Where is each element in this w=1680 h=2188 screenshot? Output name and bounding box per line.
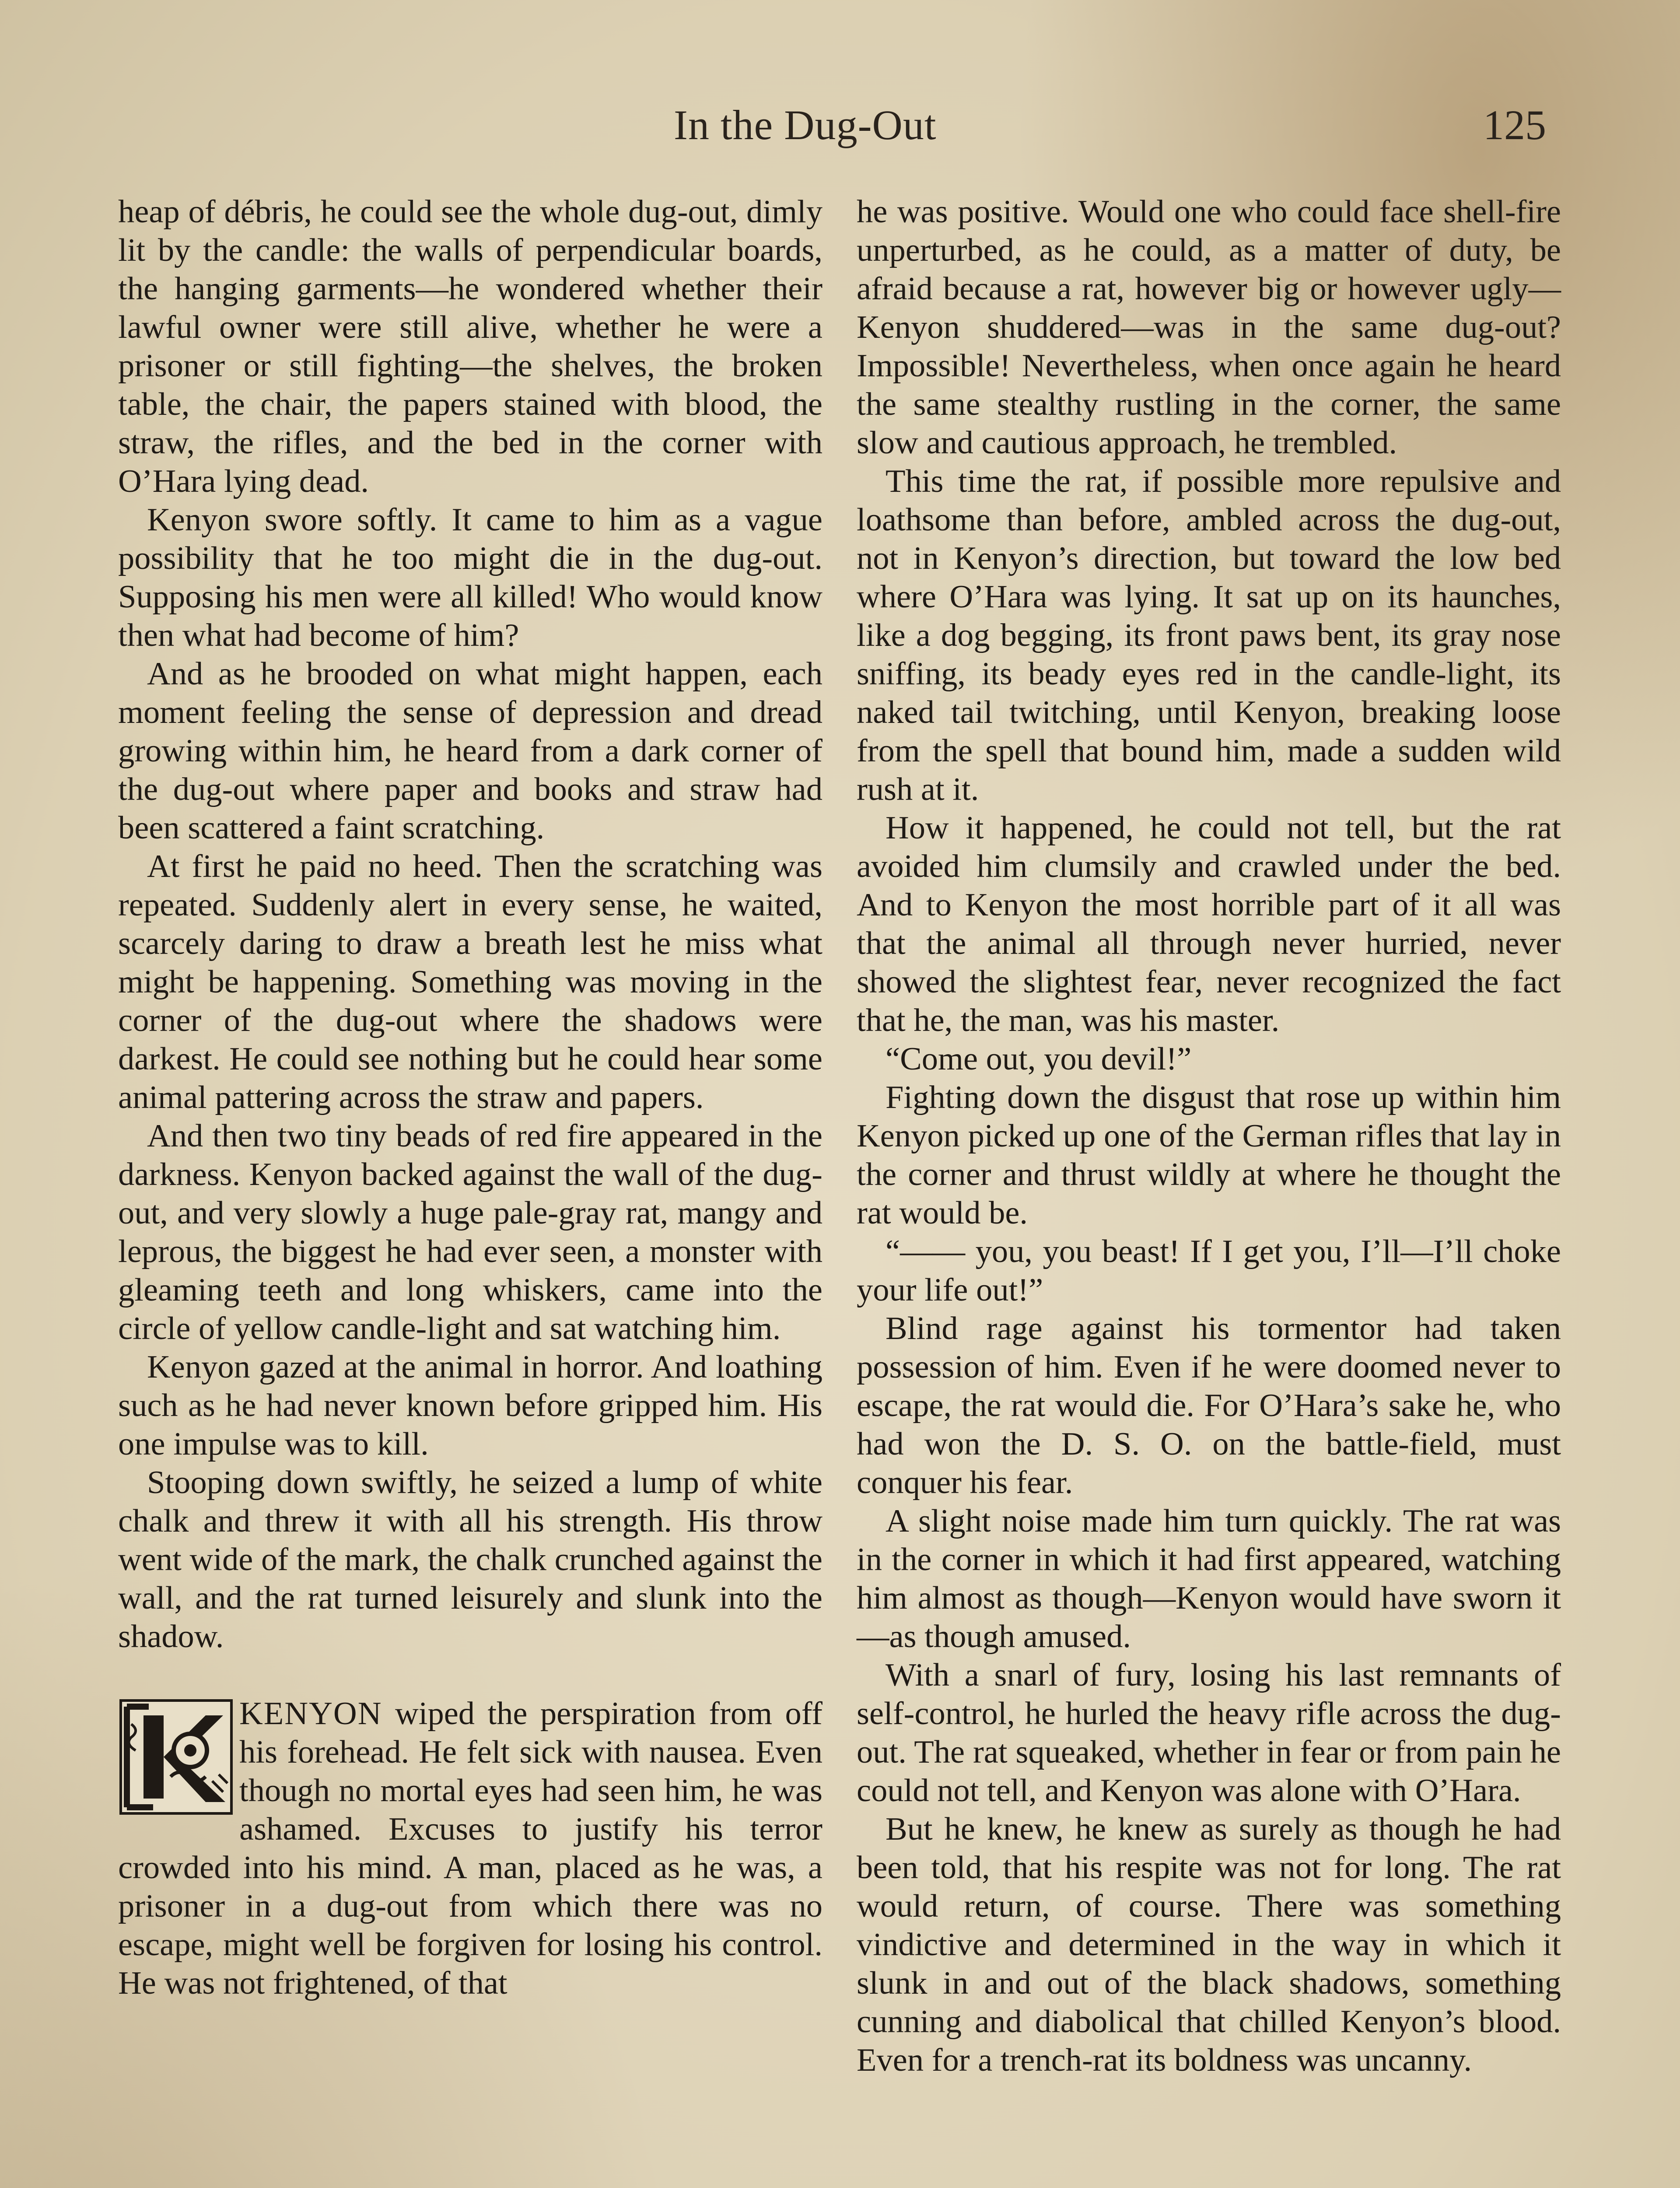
paragraph: Fighting down the disgust that rose up within him Kenyon picked up one of the German rifles that lay in the corner and thrust wildly at where he thought the rat would be. xyxy=(857,1080,1561,1231)
illuminated-k-dropcap-icon xyxy=(118,1698,234,1816)
right-column xyxy=(857,193,1561,2079)
running-head: In the Dug-Out xyxy=(674,102,937,148)
paragraph: “—— you, you beast! If I get you, I’ll—I’ll choke your life out!” xyxy=(857,1234,1561,1308)
dropcap-lead-word: KENYON xyxy=(239,1696,382,1732)
paragraph: A slight noise made him turn quickly. The rat was in the corner in which it had first appeared, watching him almost as though—Kenyon would have sworn it—as though amused. xyxy=(857,1503,1561,1655)
paragraph: he was positive. Would one who could face shell-fire unperturbed, as he could, as a matter of duty, be afraid because a rat, however big or however ugly—Kenyon shuddered—was in the same dug-out? Impossible! Nevertheless, when once again he heard the same stealthy rustling in the corner, the same slow and cautious approach, he trembled. xyxy=(857,194,1561,461)
page-number: 125 xyxy=(1483,102,1546,148)
left-column xyxy=(118,193,822,2002)
paragraph: Kenyon gazed at the animal in horror. And loathing such as he had never known before gripped him. His one impulse was to kill. xyxy=(118,1349,822,1462)
paragraph: At first he paid no heed. Then the scratching was repeated. Suddenly alert in every sense, he waited, scarcely daring to draw a breath lest he miss what might be happening. Something was moving in the corner of the dug-out where the shadows were darkest. He could see nothing but he could hear some animal pattering across the straw and papers. xyxy=(118,849,822,1115)
paragraph: This time the rat, if possible more repulsive and loathsome than before, ambled across the dug-out, not in Kenyon’s direction, but toward the low bed where O’Hara was lying. It sat up on its haunches, like a dog begging, its front paws bent, its gray nose sniffing, its beady eyes red in the candle-light, its naked tail twitching, until Kenyon, breaking loose from the spell that bound him, made a sudden wild rush at it. xyxy=(857,463,1561,807)
paragraph: How it happened, he could not tell, but the rat avoided him clumsily and crawled under the bed. And to Kenyon the most horrible part of it all was that the animal all through never hurried, never showed the slightest fear, never recognized the fact that he, the man, was his master. xyxy=(857,810,1561,1038)
paragraph: But he knew, he knew as surely as though he had been told, that his respite was not for long. The rat would return, of course. There was something vindictive and determined in the way in which it slunk in and out of the black shadows, something cunning and diabolical that chilled Kenyon’s blood. Even for a trench-rat its boldness was uncanny. xyxy=(857,1811,1561,2078)
paragraph: Kenyon swore softly. It came to him as a vague possibility that he too might die in the dug-out. Supposing his men were all killed! Who would know then what had become of him? xyxy=(118,502,822,653)
paragraph: With a snarl of fury, losing his last remnants of self-control, he hurled the heavy rifle across the dug-out. The rat squeaked, whether in fear or from pain he could not tell, and Kenyon was alone with O’Hara. xyxy=(857,1657,1561,1809)
paragraph: “Come out, you devil!” xyxy=(886,1041,1192,1077)
paragraph: heap of débris, he could see the whole dug-out, dimly lit by the candle: the walls of perpendicular boards, the hanging garments—he wondered whether their lawful owner were still alive, whether he were a prisoner or still fighting—the shelves, the broken table, the chair, the papers stained with blood, the straw, the rifles, and the bed in the corner with O’Hara lying dead. xyxy=(118,194,822,499)
dropcap-paragraph xyxy=(118,1694,822,2002)
paragraph: Stooping down swiftly, he seized a lump of white chalk and threw it with all his strength. His throw went wide of the mark, the chalk crunched against the wall, and the rat turned leisurely and slunk into the shadow. xyxy=(118,1465,822,1655)
paragraph: Blind rage against his tormentor had taken possession of him. Even if he were doomed never to escape, the rat would die. For O’Hara’s sake he, who had won the D. S. O. on the battle-field, must conquer his fear. xyxy=(857,1311,1561,1501)
paragraph: And then two tiny beads of red fire appeared in the darkness. Kenyon backed against the wall of the dug-out, and very slowly a huge pale-gray rat, mangy and leprous, the biggest he had ever seen, a monster with gleaming teeth and long whiskers, came into the circle of yellow candle-light and sat watching him. xyxy=(118,1118,822,1346)
paragraph: And as he brooded on what might happen, each moment feeling the sense of depression and dread growing within him, he heard from a dark corner of the dug-out where paper and books and straw had been scattered a faint scratching. xyxy=(118,656,822,846)
paragraph-text: wiped the perspiration from off his forehead. He felt sick with nausea. Even though no mortal eyes had seen him, he was ashamed. Excuses to justify his terror crowded into his mind. A man, placed as he was, a prisoner in a dug-out from which there was no escape, might well be forgiven for losing his control. He was not frightened, of that xyxy=(118,1696,822,2001)
